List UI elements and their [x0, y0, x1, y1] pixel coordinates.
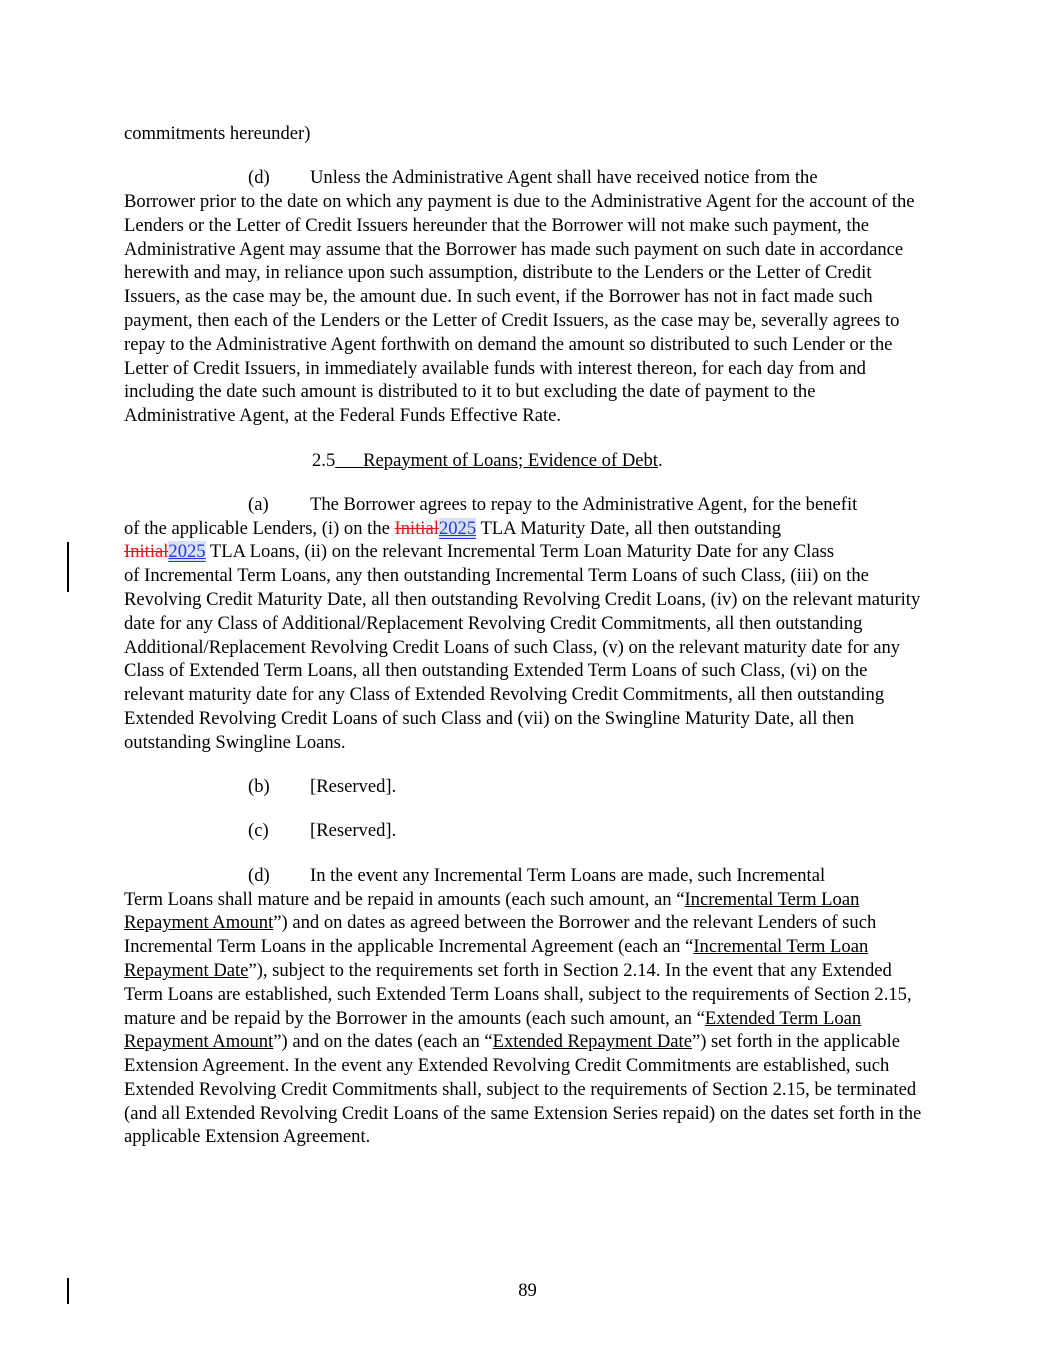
section-number: 2.5 [312, 449, 336, 471]
paragraph-a-lead: The Borrower agrees to repay to the Administrative Agent, for the benefit [310, 493, 858, 515]
paragraph-d2-label: (d) [248, 864, 270, 886]
deleted-text: Initial [124, 541, 169, 563]
paragraph-d-body: Borrower prior to the date on which any payment is due to the Administrative Agent for the account of the Lenders or the Letter of Credit Issuers hereunder that the Borrower will not make such payment, the Administrative Agent may assume that the Borrower has made such payment on such date in accordance herewith and may, in reliance upon such assumption, distribute to the Lenders or the Letter of Credit Issuers, as the case may be, the amount due. In such event, if the Borrower has not in fact made such payment, then each of the Lenders or the Letter of Credit Issuers, as the case may be, severally agrees to repay to the Administrative Agent forthwith on demand the amount so distributed to such Lender or the Letter of Credit Issuers, in immediately available funds with interest thereon, for each day from and including the date such amount is distributed to it to but excluding the date of payment to the Administrative Agent, at the Federal Funds Effective Rate. [124, 191, 915, 427]
defined-term: Extended Repayment Date [492, 1031, 692, 1053]
paragraph-d2-first-line [124, 864, 924, 888]
paragraph-a-first-line [124, 493, 924, 517]
paragraph-b [124, 775, 924, 799]
paragraph-d2-body: Term Loans shall mature and be repaid in amounts (each such amount, an “Incremental Term Loan Repayment Amount”) and on dates as agreed between the Borrower and the relevant Lenders of such Incremental Term Loans in the applicable Incremental Agreement (each an “Incremental Term Loan Repayment Date”), subject to the requirements set forth in Section 2.14. In the event that any Extended Term Loans are established, such Extended Term Loans shall, subject to the requirements of Section 2.15, mature and be repaid by the Borrower in the amounts (each such amount, an “Extended Term Loan Repayment Amount”) and on the dates (each an “Extended Repayment Date”) set forth in the applicable Extension Agreement. In the event any Extended Revolving Credit Commitments are established, such Extended Revolving Credit Commitments shall, subject to the requirements of Section 2.15, be terminated (and all Extended Revolving Credit Loans of the same Extension Series repaid) on the dates set forth in the applicable Extension Agreement. [124, 888, 922, 1148]
defined-term: Incremental Term Loan Repayment Amount [124, 888, 860, 934]
paragraph-d-label: (d) [248, 167, 270, 189]
document-page [124, 122, 924, 1149]
paragraph-a-revision-line: of the applicable Lenders, (i) on the Initial2025 TLA Maturity Date, all then outstanding [124, 517, 781, 539]
deleted-text: Initial [394, 517, 439, 539]
paragraph-c-label: (c) [248, 820, 269, 842]
section-title: Repayment of Loans; Evidence of Debt [363, 449, 658, 471]
paragraph-a-label: (a) [248, 493, 269, 515]
inserted-text: 2025 [438, 517, 477, 539]
paragraph-d-first-line [124, 166, 924, 190]
change-bar-revision [67, 542, 69, 592]
page-number: 89 [518, 1280, 537, 1301]
paragraph-c-text: [Reserved]. [310, 820, 397, 842]
paragraph-b-text: [Reserved]. [310, 776, 397, 798]
paragraph-a-revision-line-2: Initial2025 TLA Loans, (ii) on the relevant Incremental Term Loan Maturity Date for any Class [124, 541, 835, 563]
paragraph-c [124, 819, 924, 843]
section-heading: 2.5 Repayment of Loans; Evidence of Debt. [312, 449, 663, 471]
paragraph-b-label: (b) [248, 776, 270, 798]
paragraph-a-body: of Incremental Term Loans, any then outstanding Incremental Term Loans of such Class, (iii) on the Revolving Credit Maturity Date, all then outstanding Revolving Credit Loans, (iv) on the relevant maturity date for any Class of Additional/Replacement Revolving Credit Commitments, all then outstanding Additional/Replacement Revolving Credit Loans of such Class, (v) on the relevant maturity date for any Class of Extended Term Loans, all then outstanding Extended Term Loans of such Class, (vi) on the relevant maturity date for any Class of Extended Revolving Credit Commitments, all then outstanding Extended Revolving Credit Loans of such Class and (vii) on the Swingline Maturity Date, all then outstanding Swingline Loans. [124, 565, 921, 753]
defined-term: Incremental Term Loan Repayment Date [124, 936, 869, 981]
defined-term: Extended Term Loan Repayment Amount [124, 1007, 862, 1053]
paragraph-d2-lead: In the event any Incremental Term Loans are made, such Incremental [310, 864, 826, 886]
carryover-text: commitments hereunder) [124, 123, 311, 144]
paragraph-d-lead: Unless the Administrative Agent shall have received notice from the [310, 167, 818, 189]
inserted-text: 2025 [168, 541, 206, 563]
